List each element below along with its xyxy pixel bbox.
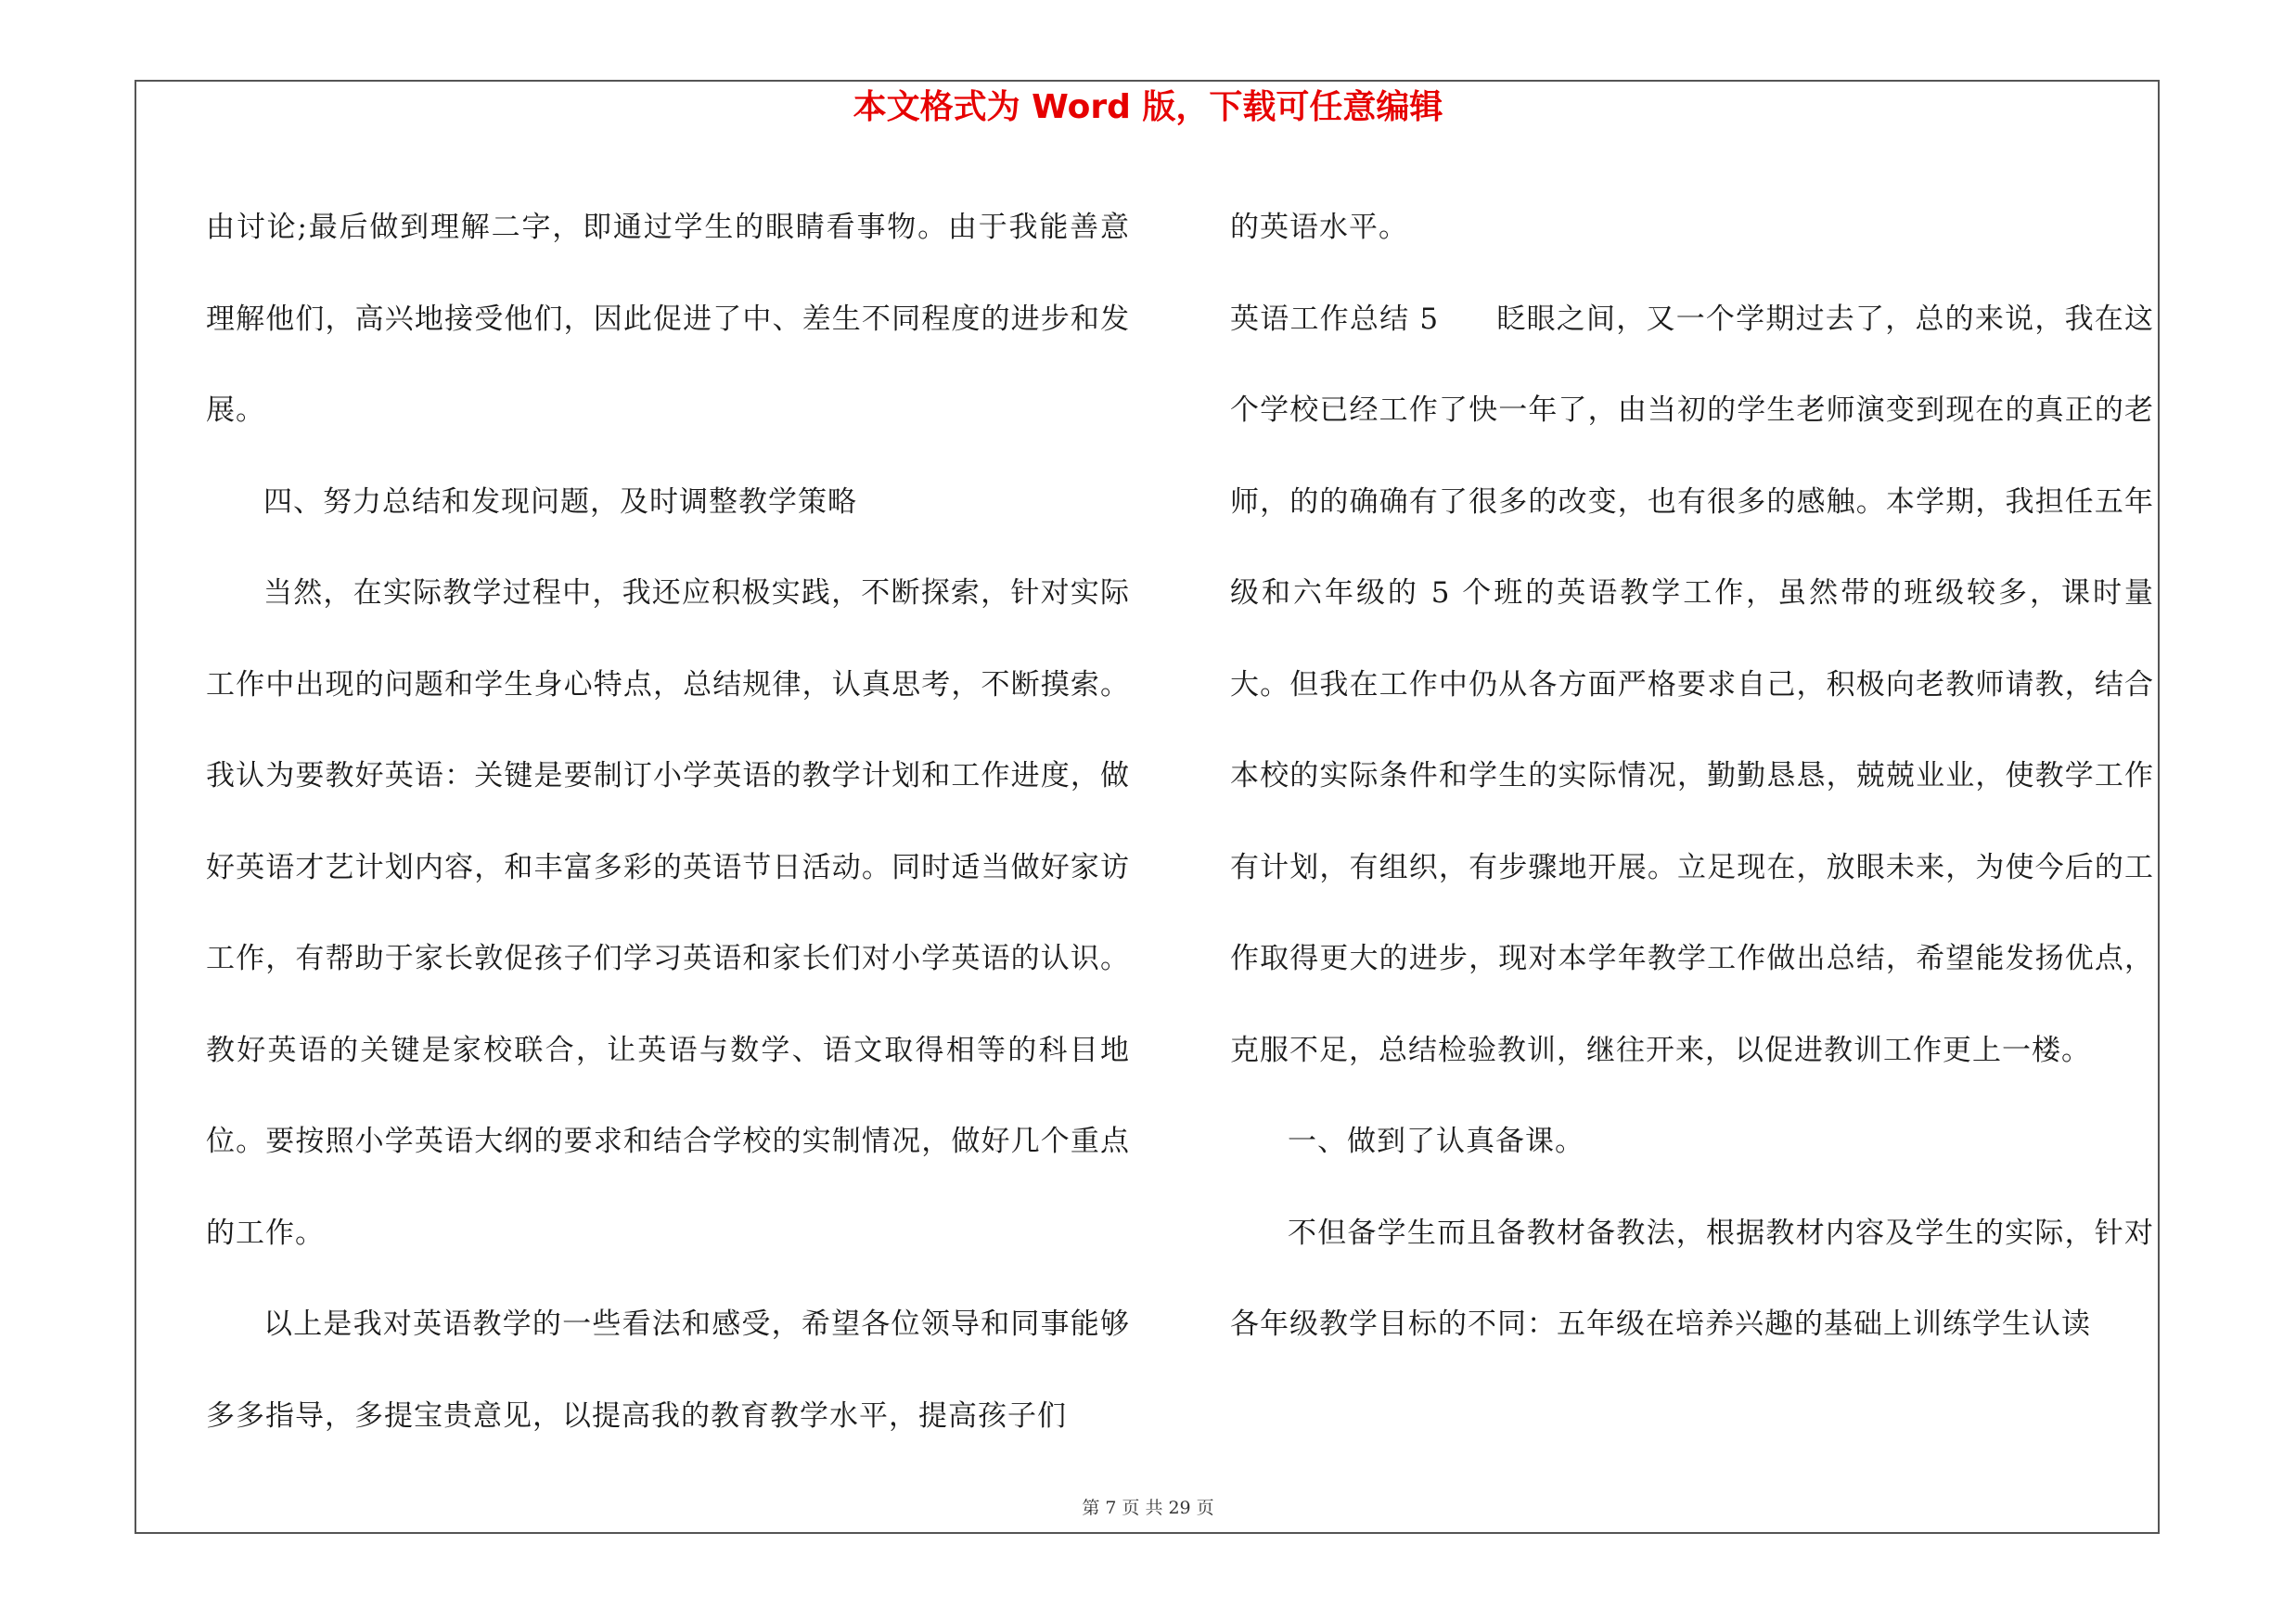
left-column	[206, 182, 1130, 1462]
paragraph: 的英语水平。	[1230, 211, 1408, 244]
current-page-number: 7	[1105, 1498, 1117, 1518]
paragraph: 当然，在实际教学过程中，我还应积极实践，不断探索，针对实际工作中出现的问题和学生身心特点，总结规律，认真思考，不断摸索。我认为要教好英语：关键是要制订小学英语的教学计划和工作进度，做好英语才艺计划内容，和丰富多彩的英语节日活动。同时适当做好家访工作，有帮助于家长敦促孩子们学习英语和家长们对小学英语的认识。教好英语的关键是家校联合，让英语与数学、语文取得相等的科目地位。要按照小学英语大纲的要求和结合学校的实制情况，做好几个重点的工作。	[206, 576, 1130, 1250]
footer-middle: 页 共	[1122, 1498, 1163, 1518]
section-heading: 一、做到了认真备课。	[1288, 1125, 1584, 1158]
page-footer	[0, 1494, 2296, 1519]
footer-suffix: 页	[1196, 1498, 1214, 1518]
section-heading: 四、努力总结和发现问题，及时调整教学策略	[263, 484, 857, 519]
right-column	[1230, 182, 2154, 1371]
paragraph: 由讨论;最后做到理解二字，即通过学生的眼睛看事物。由于我能善意理解他们，高兴地接受他们，因此促进了中、差生不同程度的进步和发展。	[206, 211, 1130, 427]
paragraph: 不但备学生而且备教材备教法，根据教材内容及学生的实际，针对各年级教学目标的不同：五年级在培养兴趣的基础上训练学生认读	[1230, 1216, 2154, 1341]
article-title: 英语工作总结 5	[1230, 302, 1440, 336]
article-body: 眨眼之间，又一个学期过去了，总的来说，我在这个学校已经工作了快一年了，由当初的学生老师演变到现在的真正的老师，的的确确有了很多的改变，也有很多的感触。本学期，我担任五年级和六年级的 5 个班的英语教学工作，虽然带的班级较多，课时量大。但我在工作中仍从各方面严格要求自己，积极向老教师请教，结合本校的实际条件和学生的实际情况，勤勤恳恳，兢兢业业，使教学工作有计划，有组织，有步骤地开展。立足现在，放眼未来，为使今后的工作取得更大的进步，现对本学年教学工作做出总结，希望能发扬优点，克服不足，总结检验教训，继往开来，以促进教训工作更上一楼。	[1230, 302, 2155, 1067]
footer-prefix: 第	[1082, 1498, 1100, 1518]
paragraph: 以上是我对英语教学的一些看法和感受，希望各位领导和同事能够多多指导，多提宝贵意见，以提高我的教育教学水平，提高孩子们	[206, 1307, 1130, 1433]
total-pages-number: 29	[1168, 1498, 1191, 1518]
document-banner: 本文格式为 Word 版，下载可任意编辑	[853, 88, 1443, 126]
paragraph	[1230, 274, 2154, 1097]
